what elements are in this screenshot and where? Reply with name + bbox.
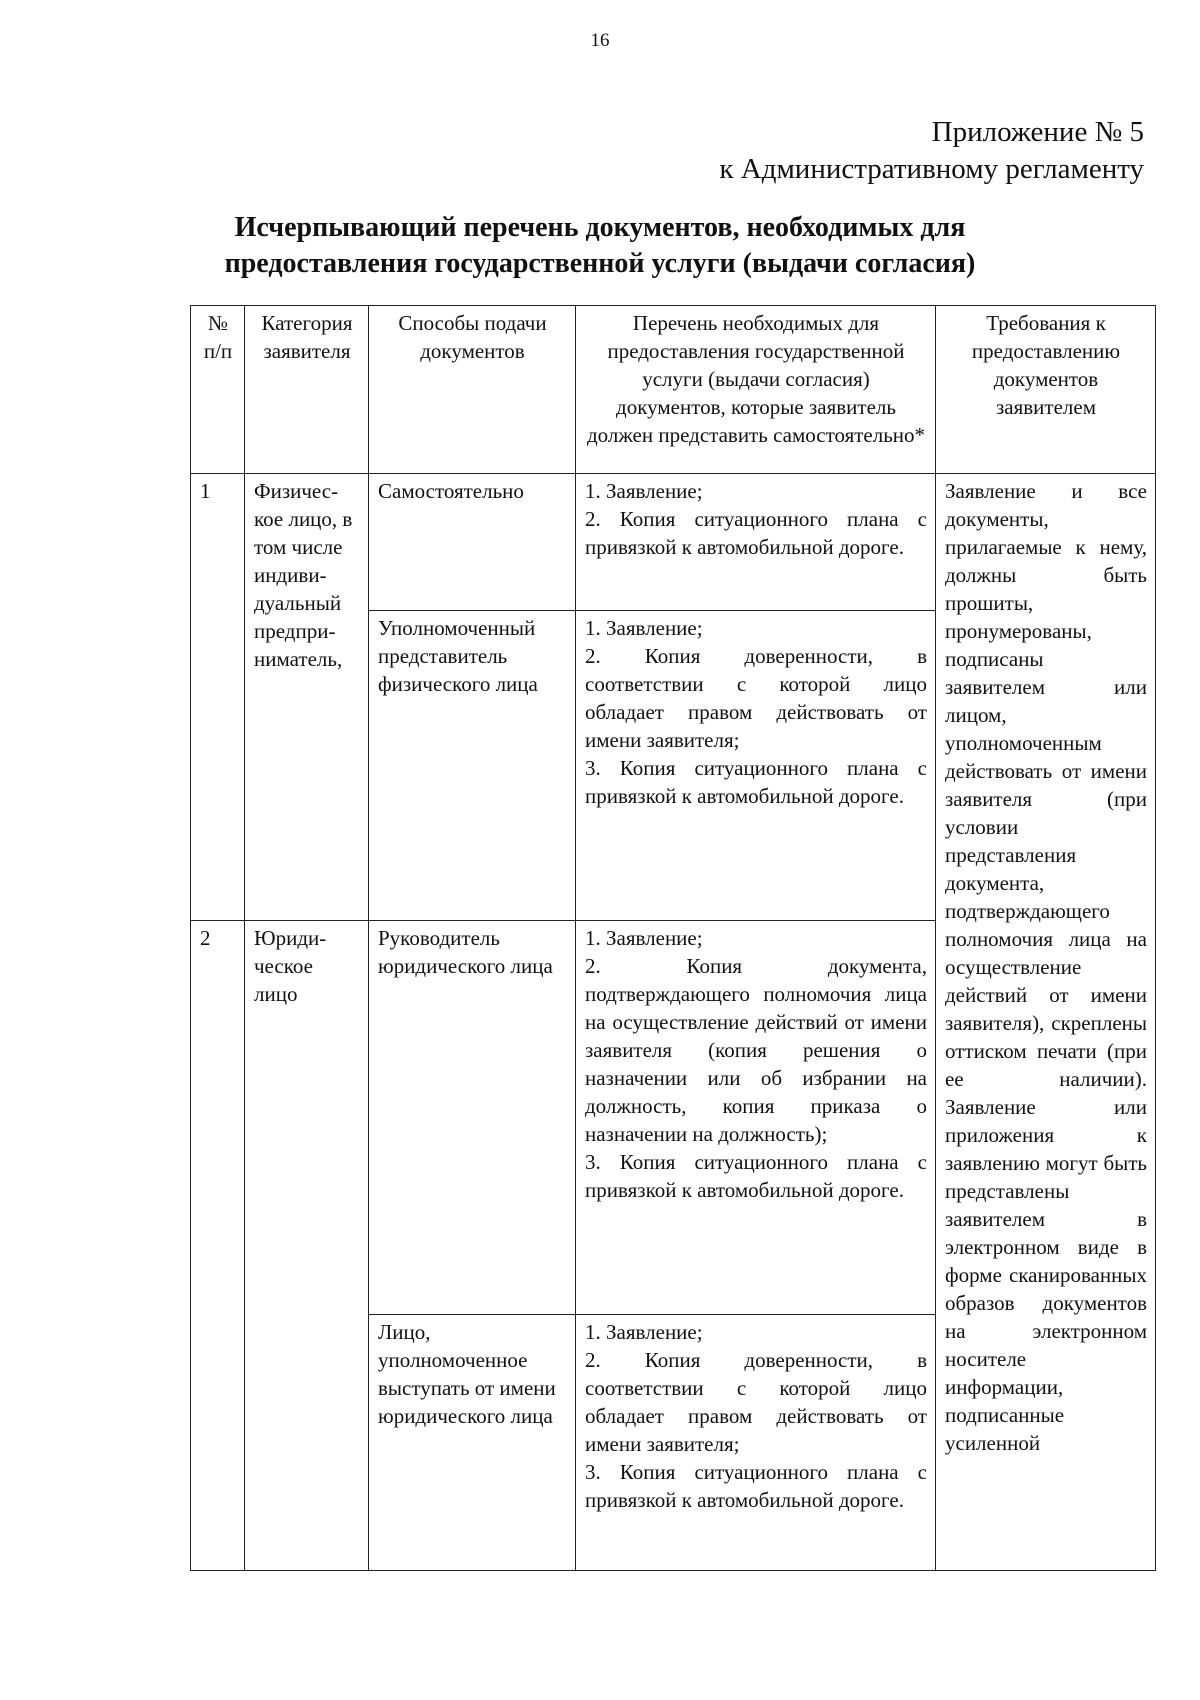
row-2-docs-2 [576,1315,936,1571]
doc-item: 3. Копия ситуационного плана с привязкой к автомобильной дороге. [585,756,927,808]
doc-item: 3. Копия ситуационного плана с привязкой к автомобильной дороге. [585,1150,927,1202]
doc-item: 3. Копия ситуационного плана с привязкой к автомобильной дороге. [585,1460,927,1512]
table-row [191,474,1156,611]
appendix-line-1: Приложение № 5 [931,116,1144,148]
row-1-method-1: Самостоятельно [369,474,576,611]
row-1-docs-1 [576,474,936,611]
header-category: Категория заявителя [245,306,369,474]
header-num: № п/п [191,306,245,474]
doc-item: 1. Заявление; [585,479,703,503]
page-number: 16 [590,30,610,51]
row-2-method-1: Руководитель юридического лица [369,921,576,1315]
appendix-header [719,114,1144,188]
doc-item: 2. Копия доверенности, в соответствии с которой лицо обладает правом действовать от имени заявителя; [585,1348,927,1456]
doc-item: 1. Заявление; [585,926,703,950]
documents-table [190,305,1156,1571]
title-line-1: Исчерпывающий перечень документов, необходимых для [234,212,966,243]
row-1-num: 1 [191,474,245,921]
header-methods: Способы подачи документов [369,306,576,474]
row-2-num: 2 [191,921,245,1571]
row-1-method-2: Уполномоченный представитель физического лица [369,611,576,921]
doc-item: 2. Копия ситуационного плана с привязкой к автомобильной дороге. [585,507,927,559]
doc-item: 1. Заявление; [585,1320,703,1344]
table-header-row [191,306,1156,474]
row-2-docs-1 [576,921,936,1315]
row-1-docs-2 [576,611,936,921]
doc-item: 2. Копия доверенности, в соответствии с которой лицо обладает правом действовать от имени заявителя; [585,644,927,752]
doc-item: 2. Копия документа, подтверждающего полномочия лица на осуществление действий от имени заявителя (копия решения о назначении или об избрании на должность, копия приказа о назначении на должность); [585,954,927,1146]
appendix-line-2: к Административному регламенту [719,153,1144,185]
row-2-category: Юриди-ческое лицо [245,921,369,1571]
row-1-category: Физичес-кое лицо, в том числе индиви-дуальный предпри-ниматель, [245,474,369,921]
header-requirements: Требования к предоставлению документов заявителем [936,306,1156,474]
row-2-method-2: Лицо, уполномоченное выступать от имени юридического лица [369,1315,576,1571]
document-title [0,210,1200,282]
requirements-cell: Заявление и все документы, прилагаемые к нему, должны быть прошиты, пронумерованы, подписаны заявителем или лицом, уполномоченным действовать от имени заявителя (при условии представления документа, подтверждающего полномочия лица на осуществление действий от имени заявителя), скреплены оттиском печати (при ее наличии). Заявление или приложения к заявлению могут быть представлены заявителем в электронном виде в форме сканированных образов документов на электронном носителе информации, подписанные усиленной [936,474,1156,1571]
header-documents: Перечень необходимых для предоставления государственной услуги (выдачи согласия) документов, которые заявитель должен представить самостоятельно* [576,306,936,474]
doc-item: 1. Заявление; [585,616,703,640]
title-line-2: предоставления государственной услуги (выдачи согласия) [224,248,976,279]
